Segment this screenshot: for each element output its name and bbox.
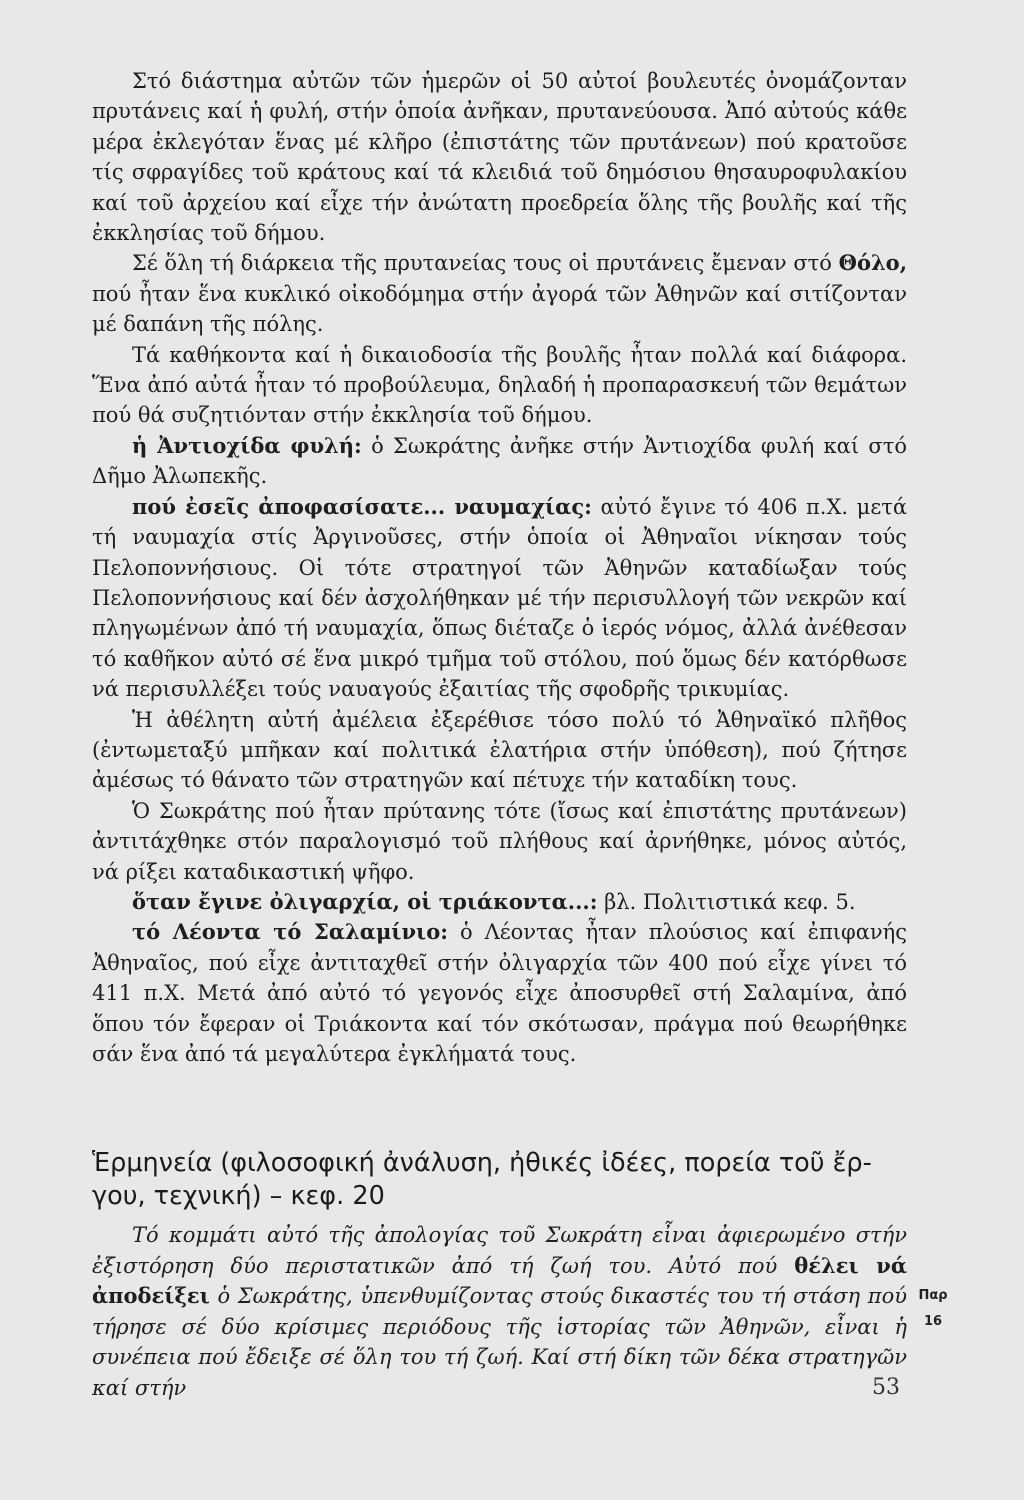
intro-text-continued: ὁ Σωκράτης, ὑπενθυμίζοντας στούς δικαστές του τή στάση πού τήρησε σέ δύο κρίσιμες περιόδους τῆς ἱστορίας τῶν Ἀθηνῶν, εἶναι ἡ συνέπεια πού ἔδειξε σέ ὅλη του τή ζωή. Καί στή δίκη τῶν δέκα στρατηγῶν καί στήν [92,1284,907,1400]
intro-text: Τό κομμάτι αὐτό τῆς ἀπολογίας τοῦ Σωκράτη εἶναι ἀφιερωμένο στήν ἐξιστόρηση δύο περιστατικῶν ἀπό τή ζωή του. Αὐτό πού [92,1223,907,1278]
glossary-notes [92,66,907,1069]
paragraph [92,340,907,431]
note-text: Στό διάστημα αὐτῶν τῶν ἡμερῶν οἱ 50 αὐτοί βουλευτές ὀνομάζονταν πρυτάνεις καί ἡ φυλή, στήν ὁποία ἀνῆκαν, πρυτανεύουσα. Ἀπό αὐτούς κάθε μέρα ἐκλεγόταν ἕνας μέ κλῆρο (ἐπιστάτης τῶν πρυτάνεων) πού κρατοῦσε τίς σφραγίδες τοῦ κράτους καί τά κλειδιά τοῦ δημόσιου θησαυροφυλακίου καί τοῦ ἀρχείου καί εἶχε τήν ἀνώτατη προεδρεία ὅλης τῆς βουλῆς καί τῆς ἐκκλησίας τοῦ δήμου. [92,69,907,246]
note-text: βλ. Πολιτιστικά κεφ. 5. [597,889,856,914]
note-text: Ὁ Σωκράτης πού ἦταν πρύτανης τότε (ἴσως καί ἐπιστάτης πρυτάνεων) ἀντιτάχθηκε στόν παραλογισμό τοῦ πλήθους καί ἀρνήθηκε, μόνος αὐτός, νά ρίξει καταδικαστική ψῆφο. [92,798,907,884]
note-text: ὁ Λέοντας ἦταν πλούσιος καί ἐπιφανής Ἀθηναῖος, πού εἶχε ἀντιταχθεῖ στήν ὀλιγαρχία τῶν 400 πού εἶχε γίνει τό 411 π.Χ. Μετά ἀπό αὐτό τό γεγονός εἶχε ἀποσυρθεῖ στή Σαλαμίνα, ἀπό ὅπου τόν ἔφεραν οἱ Τριάκοντα καί τόν σκότωσαν, πράγμα πού θεωρήθηκε σάν ἕνα ἀπό τά μεγαλύτερα ἐγκλήματά τους. [92,920,907,1066]
margin-ref-number: 16 [923,1314,943,1329]
note-text: Ἡ ἀθέλητη αὐτή ἀμέλεια ἐξερέθισε τόσο πολύ τό Ἀθηναϊκό πλῆθος (ἐντωμεταξύ μπῆκαν καί πολιτικά ἐλατήρια στήν ὑπόθεση), πού ζήτησε ἀμέσως τό θάνατο τῶν στρατηγῶν καί πέτυχε τήν καταδίκη τους. [92,707,907,793]
paragraph [92,887,907,917]
heading-line: Ἑρμηνεία (φιλοσοφική ἀνάλυση, ἠθικές ἰδέες, πορεία τοῦ ἔρ- [92,1148,872,1178]
page-number: 53 [872,1375,900,1400]
heading-line: γου, τεχνική) – κεφ. 20 [92,1181,385,1211]
paragraph [92,492,907,705]
note-text: πού ἦταν ἕνα κυκλικό οἰκοδόμημα στήν ἀγορά τῶν Ἀθηνῶν καί σιτίζονταν μέ δαπάνη τῆς πόλης. [92,281,907,337]
margin-ref-label: Παρ [918,1288,948,1303]
note-term: τό Λέοντα τό Σαλαμίνιο: [132,919,448,945]
note-term: ὅταν ἔγινε ὀλιγαρχία, οἱ τριάκοντα...: [132,888,598,914]
section-heading [92,1147,907,1213]
note-term: πού ἐσεῖς ἀποφασίσατε... ναυμαχίας: [132,493,592,519]
note-term: ἡ Ἀντιοχίδα φυλή: [132,432,362,458]
paragraph [92,248,907,339]
interpretation-intro [92,1220,907,1403]
note-text: αὐτό ἔγινε τό 406 π.Χ. μετά τή ναυμαχία στίς Ἀργινοῦσες, στήν ὁποία οἱ Ἀθηναῖοι νίκησαν τούς Πελοποννήσιους. Οἱ τότε στρατηγοί τῶν Ἀθηνῶν καταδίωξαν τούς Πελοποννήσιους καί δέν ἀσχολήθηκαν μέ τήν περισυλλογή τῶν νεκρῶν καί πληγωμένων ἀπό τή ναυμαχία, ὅπως διέταζε ὁ ἱερός νόμος, ἀλλά ἀνέθεσαν τό καθῆκον αὐτό σέ ἕνα μικρό τμῆμα τοῦ στόλου, πού ὅμως δέν κατόρθωσε νά περισυλλέξει τούς ναυαγούς ἐξαιτίας τῆς σφοδρῆς τρικυμίας. [92,494,908,702]
note-text: ὁ Σωκράτης ἀνῆκε στήν Ἀντιοχίδα φυλή καί στό Δῆμο Ἀλωπεκῆς. [92,433,908,489]
note-text: Σέ ὅλη τή διάρκεια τῆς πρυτανείας τους οἱ πρυτάνεις ἔμεναν στό [132,251,839,276]
note-text: Τά καθήκοντα καί ἡ δικαιοδοσία τῆς βουλῆς ἦταν πολλά καί διάφορα. Ἕνα ἀπό αὐτά ἦταν τό προβούλευμα, δηλαδή ἡ προπαρασκευή τῶν θεμάτων πού θά συζητιόνταν στήν ἐκκλησία τοῦ δήμου. [92,342,907,428]
intro-emphasis: θέλει νά ἀποδείξει [92,1252,907,1308]
paragraph [92,66,907,248]
margin-paragraph-reference [912,1283,954,1335]
paragraph [92,431,907,492]
paragraph [92,796,907,887]
note-term: Θόλο, [838,250,907,276]
intro-paragraph [92,1220,907,1403]
paragraph [92,917,907,1069]
paragraph [92,705,907,796]
